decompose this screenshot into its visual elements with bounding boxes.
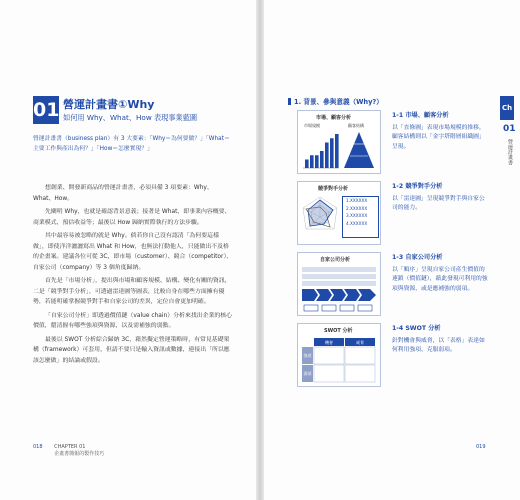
swot-col-threat: 威脅	[356, 340, 364, 345]
item-swot	[392, 324, 490, 356]
swot-figure	[297, 323, 381, 387]
side-chapter-tab: Ch	[500, 96, 514, 120]
list-item: 2.XXXXXX	[346, 205, 368, 211]
item-competitor	[392, 182, 490, 214]
swot-table	[300, 336, 378, 384]
page-subtitle: 如何用 Why、What、How 表現事業藍圖	[63, 113, 198, 122]
market-analysis-figure	[297, 110, 381, 174]
side-chapter-number: 01	[503, 124, 516, 134]
figure-title: SWOT 分析	[324, 328, 353, 334]
item-text: 以「直條圖」表現市場規模的推移，顧客結構則以「金字塔階層組織圖」呈現。	[392, 124, 485, 150]
paragraph: 先闡明 Why，也就是確認背景意義；接著是 What，即事業內容概要、商業模式、預估收益等；最後以 How 歸納實際執行的方法步驟。	[33, 209, 231, 226]
item-heading: 1-4 SWOT 分析	[392, 325, 441, 332]
list-item: 3.XXXXXX	[346, 213, 368, 218]
swot-col-opportunity: 機會	[325, 340, 333, 345]
page-number: 018	[33, 444, 43, 450]
swot-row-weakness: 弱項	[303, 371, 312, 376]
intro-text: 營運計畫書（business plan）有 3 大要素：「Why＝為何要做？」「What＝主要工作與產出為何？」「How＝怎麼實現？」	[33, 136, 230, 152]
figure-sub-right: 顧客結構	[348, 123, 364, 128]
item-heading: 1-3 自家公司分析	[392, 254, 443, 261]
chapter-info	[54, 444, 104, 457]
item-text: 以「順序」呈現自家公司產生價值的連鎖（價值鏈），藉此發現可利用的強項與資源，或是應補強的弱項。	[392, 266, 488, 292]
item-text: 針對機會與威脅，以「表格」表達如何利用強項、克服弱項。	[392, 337, 485, 353]
side-chapter-caption: 營運計畫書	[507, 139, 513, 165]
customer-pyramid	[342, 130, 376, 170]
bar-3	[315, 155, 319, 168]
section-bar-icon	[288, 98, 291, 105]
value-chain-diagram	[300, 265, 378, 313]
left-footer	[33, 444, 104, 457]
list-item: 4.XXXXXX	[346, 220, 368, 226]
section-title: 1. 背景、參與意義（Why?）	[288, 96, 383, 106]
bar-4	[320, 151, 324, 168]
right-page-number: 019	[476, 444, 486, 450]
list-item: 1.XXXXXX	[346, 198, 368, 203]
figure-sub-left: 市場規模	[304, 123, 320, 128]
chapter-number-badge: 01	[33, 96, 59, 124]
figure-title: 市場、顧客分析	[316, 115, 352, 121]
body-text	[33, 183, 233, 369]
item-text: 以「雷達圖」呈現競爭對手與自家公司的能力。	[392, 195, 485, 211]
paragraph: 首先是「市場分析」，提出與市場和顧客規模、結構、變化有關的資訊，二是「競爭對手分析」，可透過雷達圖等圖表，比較自身在哪些方面擁有優勢，若能明確掌握競爭對手和自家公司的差異，定位自會更加明確。	[33, 278, 231, 305]
chapter-label: CHAPTER 01	[54, 444, 86, 450]
right-page	[262, 0, 520, 500]
bar-5	[325, 143, 329, 169]
chapter-caption: 企畫書簡報的製作技巧	[54, 450, 105, 457]
paragraph: 想創業、開發新商品的營運計畫書，必須具備 3 項要素：Why、What、How。	[33, 185, 213, 202]
item-market	[392, 111, 490, 152]
item-heading: 1-1 市場、顧客分析	[392, 112, 449, 119]
competitor-analysis-figure	[297, 181, 381, 245]
bar-1	[305, 160, 309, 169]
bar-6	[330, 138, 334, 168]
bar-7	[335, 134, 339, 168]
figure-title: 自家公司分析	[320, 257, 351, 263]
book-gutter	[256, 0, 264, 500]
page-title: 營運計畫書①Why	[63, 98, 155, 111]
paragraph: 「自家公司分析」即透過價值鏈（value chain）分析來找出企業的核心價值，釐清握有哪些強項與資源，以及需補強的弱點。	[33, 312, 233, 329]
bar-2	[310, 155, 314, 168]
swot-row-strength: 強項	[303, 353, 312, 358]
market-bar-chart	[301, 130, 341, 170]
company-analysis-figure	[297, 252, 381, 316]
competitor-list	[342, 196, 379, 238]
figure-title: 競爭對手分析	[318, 186, 349, 192]
paragraph: 最後以 SWOT 分析綜合歸納 3C，藉然擬定營運策略時，有常見基礎架構（framework）可套用，但請不要只是輸入資訊或數據，連接出「所以應該怎麼做」的結論或假設。	[33, 336, 230, 364]
radar-chart	[300, 195, 340, 239]
paragraph: 其中最容易被忽略的就是 Why。倘若你自己沒有認清「為何要這樣做」，即使洋洋灑灑寫出 What 和 How，也無法打動他人，只能做出不及格的企畫案。建議各位可從 3C，即市場（customer）、競合（competitor）、自家公司（company）等 3 個角度歸納。	[33, 233, 233, 271]
item-company	[392, 253, 490, 294]
item-heading: 1-2 競爭對手分析	[392, 183, 443, 190]
